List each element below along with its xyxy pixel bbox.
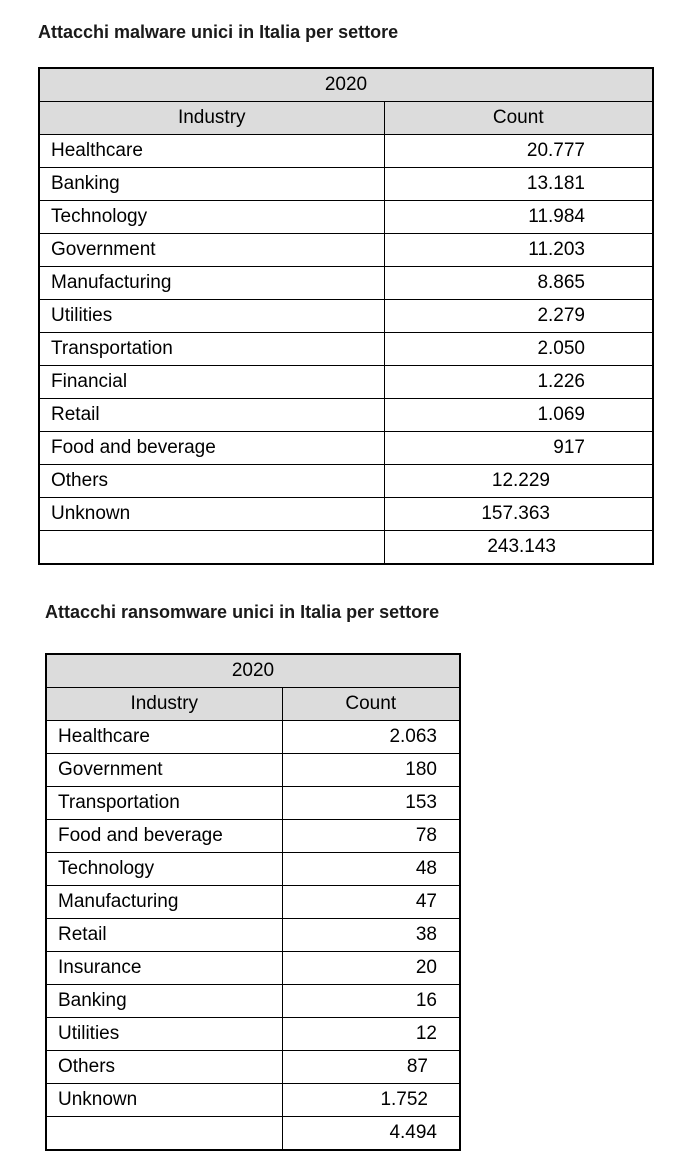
table-row — [39, 300, 653, 333]
table-row — [39, 234, 653, 267]
count-cell: 13.181 — [384, 168, 653, 201]
count-cell: 153 — [282, 787, 460, 820]
industry-cell: Manufacturing — [39, 267, 384, 300]
table-row — [39, 366, 653, 399]
industry-cell: Healthcare — [46, 721, 282, 754]
table-row — [39, 432, 653, 465]
table-row — [46, 985, 460, 1018]
count-column-header: Count — [282, 688, 460, 721]
count-cell: 180 — [282, 754, 460, 787]
malware-table — [38, 67, 654, 565]
table-row — [39, 135, 653, 168]
table-row — [46, 820, 460, 853]
industry-cell: Unknown — [46, 1084, 282, 1117]
table-row — [39, 498, 653, 531]
count-cell: 2.279 — [384, 300, 653, 333]
industry-cell: Transportation — [39, 333, 384, 366]
industry-cell: Technology — [39, 201, 384, 234]
table-row — [46, 1018, 460, 1051]
count-cell: 20.777 — [384, 135, 653, 168]
industry-cell: Utilities — [39, 300, 384, 333]
industry-cell: Banking — [46, 985, 282, 1018]
table-row — [39, 465, 653, 498]
count-cell: 87 — [282, 1051, 460, 1084]
count-cell: 48 — [282, 853, 460, 886]
total-row — [46, 1117, 460, 1151]
industry-cell: Healthcare — [39, 135, 384, 168]
total-value: 4.494 — [282, 1117, 460, 1151]
table-row — [46, 886, 460, 919]
count-cell: 16 — [282, 985, 460, 1018]
industry-cell: Technology — [46, 853, 282, 886]
total-label-cell — [39, 531, 384, 565]
year-header: 2020 — [46, 654, 460, 688]
industry-cell: Unknown — [39, 498, 384, 531]
malware-table-title: Attacchi malware unici in Italia per settore — [38, 22, 399, 42]
table-row — [46, 1051, 460, 1084]
count-cell: 11.203 — [384, 234, 653, 267]
industry-cell: Transportation — [46, 787, 282, 820]
industry-cell: Others — [39, 465, 384, 498]
year-header: 2020 — [39, 68, 653, 102]
industry-cell: Government — [39, 234, 384, 267]
count-cell: 8.865 — [384, 267, 653, 300]
total-value: 243.143 — [384, 531, 653, 565]
count-cell: 2.063 — [282, 721, 460, 754]
count-cell: 20 — [282, 952, 460, 985]
count-cell: 12 — [282, 1018, 460, 1051]
count-cell: 78 — [282, 820, 460, 853]
industry-column-header: Industry — [46, 688, 282, 721]
total-label-cell — [46, 1117, 282, 1151]
count-cell: 38 — [282, 919, 460, 952]
count-cell: 2.050 — [384, 333, 653, 366]
table-row — [46, 853, 460, 886]
count-cell: 1.752 — [282, 1084, 460, 1117]
total-row — [39, 531, 653, 565]
table-row — [46, 1084, 460, 1117]
industry-column-header: Industry — [39, 102, 384, 135]
table-row — [46, 952, 460, 985]
table-row — [39, 399, 653, 432]
ransomware-table — [45, 653, 461, 1151]
table-row — [46, 919, 460, 952]
count-cell: 157.363 — [384, 498, 653, 531]
count-cell: 1.069 — [384, 399, 653, 432]
industry-cell: Utilities — [46, 1018, 282, 1051]
table-row — [39, 168, 653, 201]
table-row — [39, 267, 653, 300]
table-row — [46, 754, 460, 787]
industry-cell: Food and beverage — [39, 432, 384, 465]
count-cell: 12.229 — [384, 465, 653, 498]
industry-cell: Financial — [39, 366, 384, 399]
table-row — [39, 333, 653, 366]
table-row — [39, 201, 653, 234]
table-row — [46, 787, 460, 820]
count-column-header: Count — [384, 102, 653, 135]
industry-cell: Banking — [39, 168, 384, 201]
count-cell: 47 — [282, 886, 460, 919]
count-cell: 917 — [384, 432, 653, 465]
industry-cell: Manufacturing — [46, 886, 282, 919]
industry-cell: Others — [46, 1051, 282, 1084]
industry-cell: Retail — [39, 399, 384, 432]
count-cell: 1.226 — [384, 366, 653, 399]
industry-cell: Insurance — [46, 952, 282, 985]
count-cell: 11.984 — [384, 201, 653, 234]
ransomware-table-title: Attacchi ransomware unici in Italia per settore — [45, 602, 440, 622]
industry-cell: Government — [46, 754, 282, 787]
table-row — [46, 721, 460, 754]
industry-cell: Retail — [46, 919, 282, 952]
industry-cell: Food and beverage — [46, 820, 282, 853]
